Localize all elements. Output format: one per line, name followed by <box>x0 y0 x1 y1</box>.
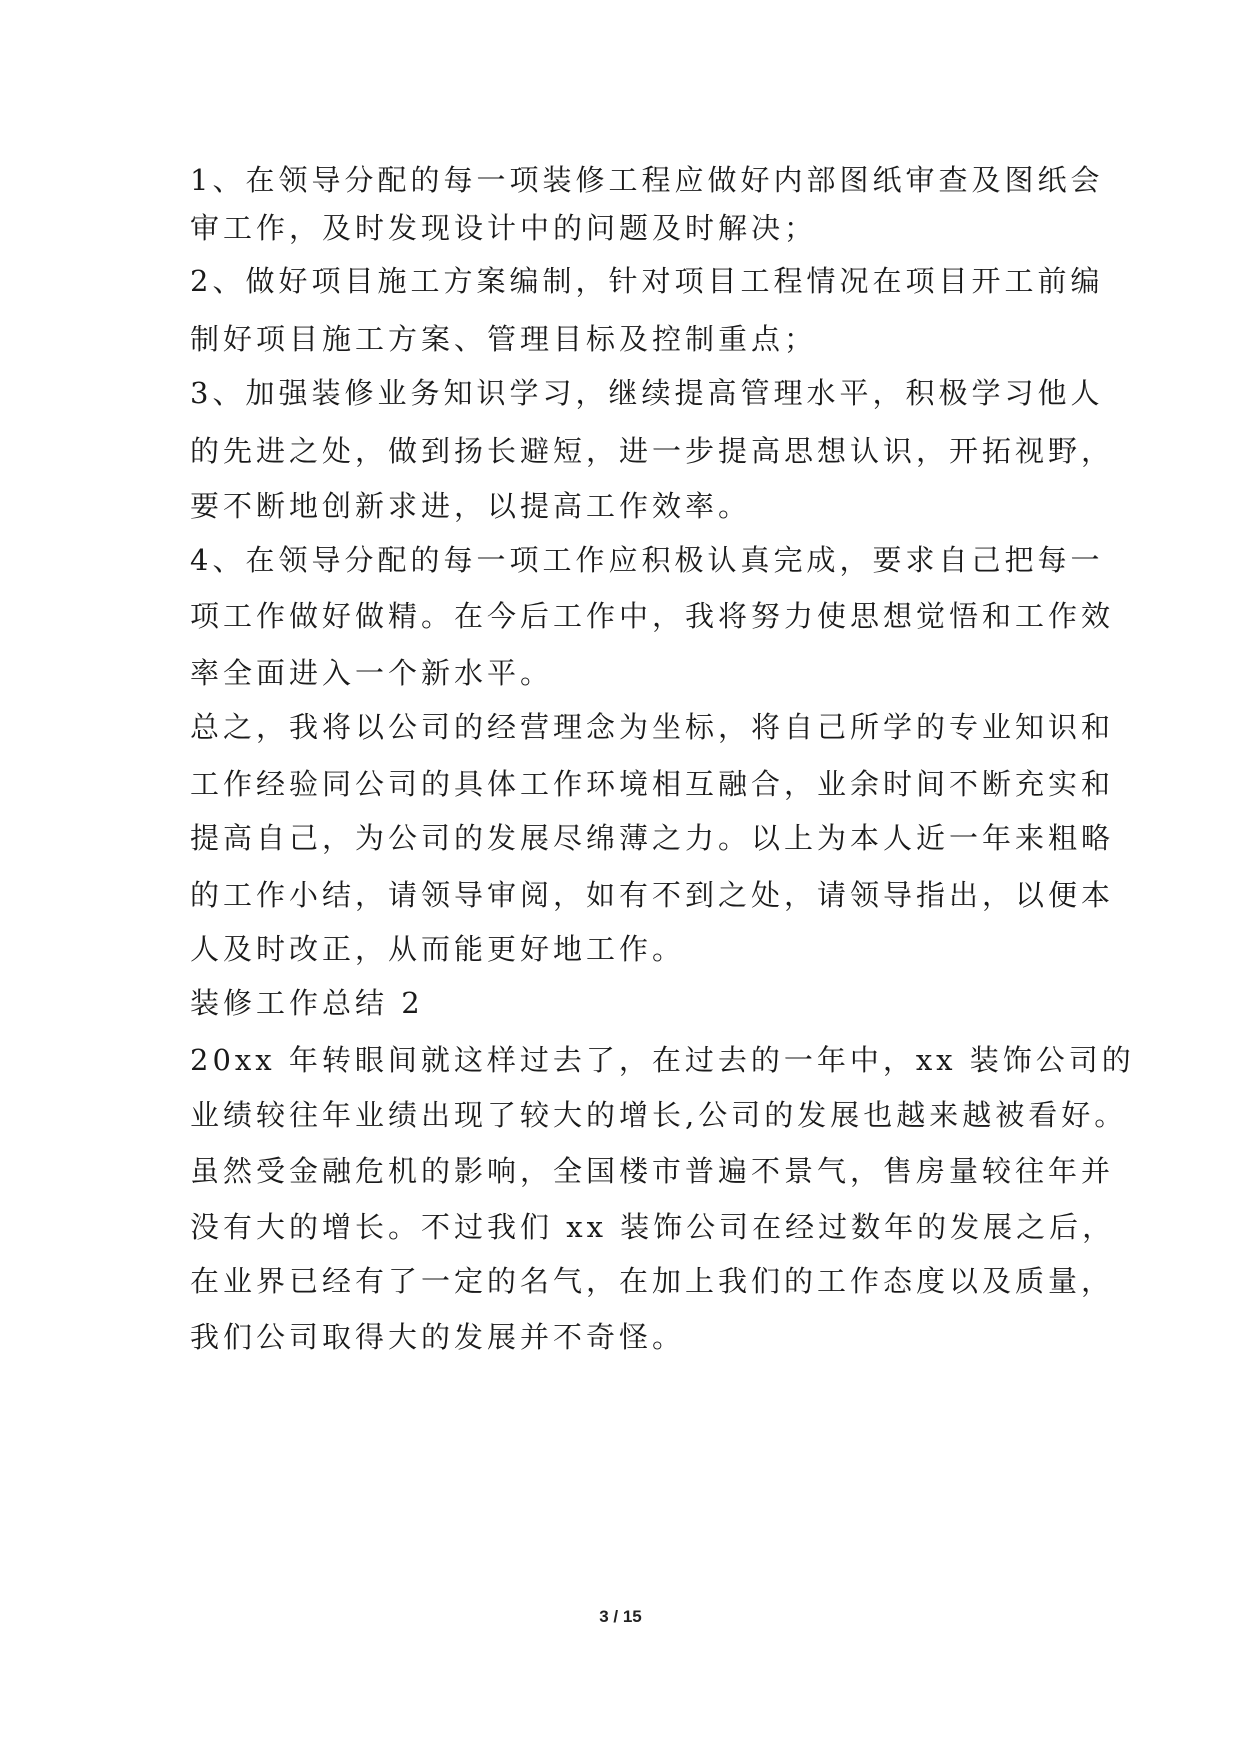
body-text-line: 4、在领导分配的每一项工作应积极认真完成，要求自己把每一 <box>190 543 1104 577</box>
body-text-line: 人及时改正，从而能更好地工作。 <box>190 932 686 966</box>
body-text-line: 业绩较往年业绩出现了较大的增长,公司的发展也越来越被看好。 <box>190 1098 1128 1132</box>
body-text-line: 制好项目施工方案、管理目标及控制重点； <box>190 322 818 356</box>
body-text-line: 工作经验同公司的具体工作环境相互融合，业余时间不断充实和 <box>190 767 1115 801</box>
page-number: 3 / 15 <box>599 1607 642 1626</box>
body-text-line: 在业界已经有了一定的名气，在加上我们的工作态度以及质量， <box>190 1264 1115 1298</box>
body-text-line: 的工作小结，请领导审阅，如有不到之处，请领导指出，以便本 <box>190 878 1115 912</box>
body-text-line: 率全面进入一个新水平。 <box>190 656 554 690</box>
section-heading: 装修工作总结 2 <box>190 986 424 1020</box>
body-text-line: 项工作做好做精。在今后工作中，我将努力使思想觉悟和工作效 <box>190 599 1115 633</box>
body-text-line: 要不断地创新求进，以提高工作效率。 <box>190 489 752 523</box>
body-text-line: 20xx 年转眼间就这样过去了，在过去的一年中，xx 装饰公司的 <box>190 1043 1135 1077</box>
body-text-line: 我们公司取得大的发展并不奇怪。 <box>190 1320 686 1354</box>
body-text-line: 1、在领导分配的每一项装修工程应做好内部图纸审查及图纸会 <box>190 163 1104 197</box>
body-text-line: 总之，我将以公司的经营理念为坐标，将自己所学的专业知识和 <box>190 710 1115 744</box>
body-text-line: 的先进之处，做到扬长避短，进一步提高思想认识，开拓视野， <box>190 434 1115 468</box>
body-text-line: 审工作，及时发现设计中的问题及时解决； <box>190 211 818 245</box>
body-text-line: 虽然受金融危机的影响，全国楼市普遍不景气，售房量较往年并 <box>190 1154 1115 1188</box>
body-text-line: 没有大的增长。不过我们 xx 装饰公司在经过数年的发展之后， <box>190 1210 1116 1244</box>
body-text-line: 3、加强装修业务知识学习，继续提高管理水平，积极学习他人 <box>190 376 1104 410</box>
body-text-line: 2、做好项目施工方案编制，针对项目工程情况在项目开工前编 <box>190 264 1104 298</box>
body-text-line: 提高自己，为公司的发展尽绵薄之力。以上为本人近一年来粗略 <box>190 821 1115 855</box>
